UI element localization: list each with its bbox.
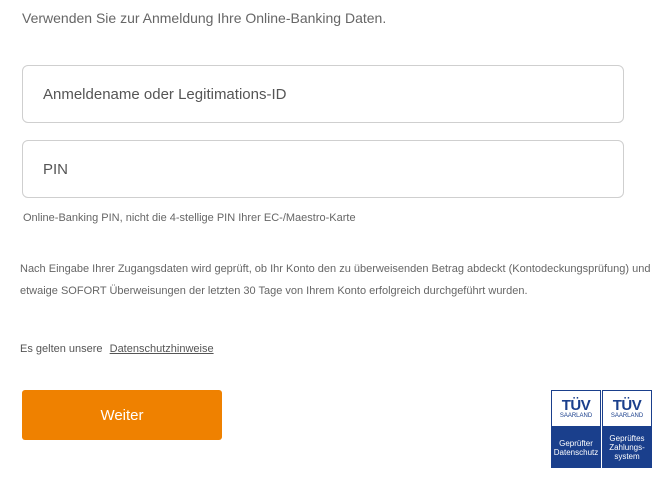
info-text: Nach Eingabe Ihrer Zugangsdaten wird geprüft, ob Ihr Konto den zu überweisenden Betrag abdeckt (Kontodeckungsprüfung) und etwaige SOFORT Überweisungen der letzten 30 Tage von Ihrem Konto erfolgreich durchgeführt wurden. (20, 263, 651, 297)
tuev-badge-payment-system (602, 390, 652, 468)
tuev-logo-icon (603, 391, 651, 426)
badge-line1: Geprüftes (609, 434, 645, 443)
badge-region: SAARLAND (559, 412, 593, 419)
submit-button[interactable]: Weiter (22, 390, 222, 440)
username-field-container (22, 65, 624, 123)
intro-text: Verwenden Sie zur Anmeldung Ihre Online-Banking Daten. (22, 10, 387, 26)
username-input[interactable] (23, 66, 623, 122)
badge-line2: Zahlungs- (609, 443, 645, 452)
privacy-prefix: Es gelten unsere (20, 343, 103, 355)
badge-line2: Datenschutz (553, 447, 599, 457)
badge-brand: TÜV (612, 396, 642, 414)
pin-hint: Online-Banking PIN, nicht die 4-stellige PIN Ihrer EC-/Maestro-Karte (23, 212, 356, 224)
badge-line3: system (614, 452, 640, 461)
privacy-link[interactable]: Datenschutzhinweise (109, 343, 214, 355)
privacy-notice (20, 343, 214, 355)
pin-field-container (22, 140, 624, 198)
tuev-badge-data-protection (551, 390, 601, 468)
badge-region: SAARLAND (610, 412, 644, 419)
badge-line1: Geprüfter (559, 438, 593, 448)
badge-brand: TÜV (561, 396, 591, 414)
tuev-logo-icon (552, 391, 600, 426)
pin-input[interactable] (23, 141, 623, 197)
